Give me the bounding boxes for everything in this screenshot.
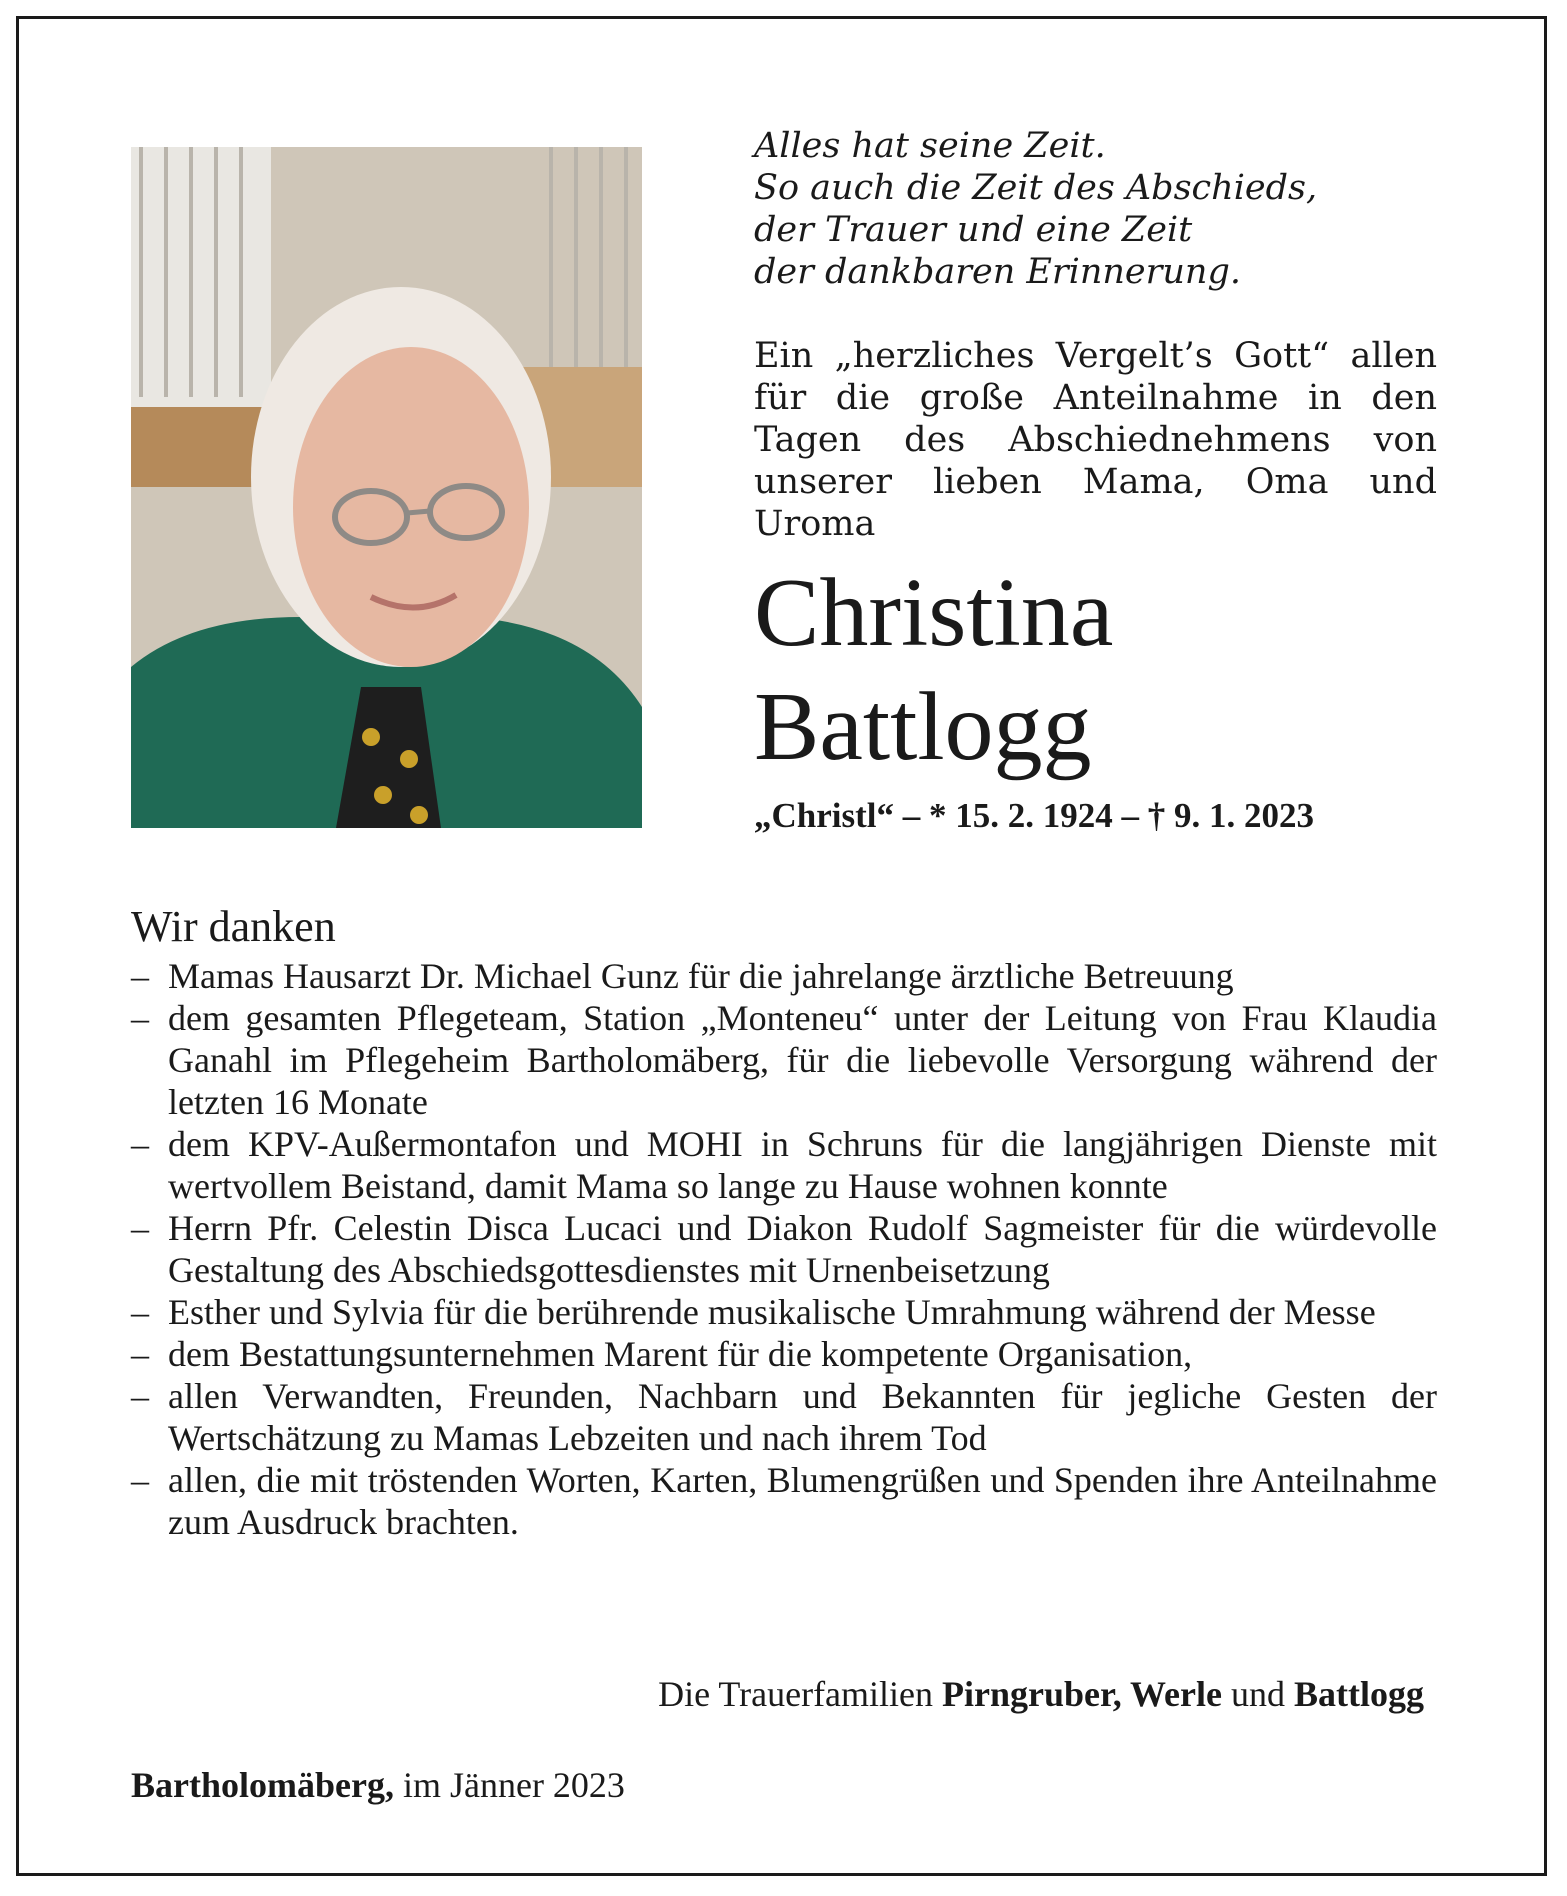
face-shape — [293, 347, 529, 667]
list-item: – Herrn Pfr. Celestin Disca Lucaci und Diakon Rudolf Sagmeister für die würdevolle Gestaltung des Abschiedsgottesdienstes mit Urnenbeisetzung — [131, 1207, 1437, 1291]
thanks-heading: Wir danken — [131, 902, 336, 951]
poem-line: der Trauer und eine Zeit — [754, 210, 1193, 250]
list-item: – allen, die mit tröstenden Worten, Karten, Blumengrüßen und Spenden ihre Anteilnahme zum Ausdruck brachten. — [131, 1459, 1437, 1543]
place-date — [131, 1764, 625, 1806]
list-item: – Mamas Hausarzt Dr. Michael Gunz für die jahrelange ärztliche Betreuung — [131, 955, 1437, 997]
place-date-text: im Jänner 2023 — [402, 1765, 625, 1805]
portrait-photo — [131, 147, 642, 828]
thanks-list — [131, 955, 1437, 1543]
list-item: – dem gesamten Pflegeteam, Station „Monteneu“ unter der Leitung von Frau Klaudia Ganahl im Pflegeheim Bartholomäberg, für die liebevolle Versorgung während der letzten 16 Monate — [131, 997, 1437, 1123]
poem-line: Alles hat seine Zeit. — [754, 126, 1106, 166]
poem-line: der dankbaren Erinnerung. — [754, 252, 1241, 292]
first-name: Christina — [754, 559, 1114, 667]
list-item: – dem KPV-Außermontafon und MOHI in Schruns für die langjährigen Dienste mit wertvollem Beistand, damit Mama so lange zu Hause wohnen konnte — [131, 1123, 1437, 1207]
portrait-illustration — [131, 147, 642, 828]
glasses-bridge — [407, 511, 430, 513]
place-town: Bartholomäberg, — [131, 1765, 394, 1805]
photo-wall — [131, 147, 271, 407]
photo-table — [131, 407, 271, 487]
poem-line: So auch die Zeit des Abschieds, — [754, 168, 1318, 208]
poem-block — [754, 125, 1454, 293]
deceased-name — [754, 556, 1113, 784]
thanks-intro: Ein „herzliches Vergelt’s Gott“ allen für die große Anteilnahme in den Tagen des Abschiednehmens von unserer lieben Mama, Oma und Uroma — [754, 336, 1437, 544]
life-dates: „Christl“ – * 15. 2. 1924 – † 9. 1. 2023 — [754, 796, 1314, 835]
signature-connector: und — [1231, 1674, 1285, 1714]
list-item: – dem Bestattungsunternehmen Marent für die kompetente Organisation, — [131, 1333, 1437, 1375]
family-name-1: Pirngruber, Werle — [942, 1674, 1222, 1714]
list-item: – Esther und Sylvia für die berührende musikalische Umrahmung während der Messe — [131, 1291, 1437, 1333]
signature-prefix: Die Trauerfamilien — [658, 1674, 934, 1714]
family-name-2: Battlogg — [1294, 1674, 1424, 1714]
last-name: Battlogg — [754, 673, 1092, 781]
list-item: – allen Verwandten, Freunden, Nachbarn und Bekannten für jegliche Gesten der Wertschätzung zu Mamas Lebzeiten und nach ihrem Tod — [131, 1375, 1437, 1459]
family-signature — [658, 1673, 1424, 1715]
